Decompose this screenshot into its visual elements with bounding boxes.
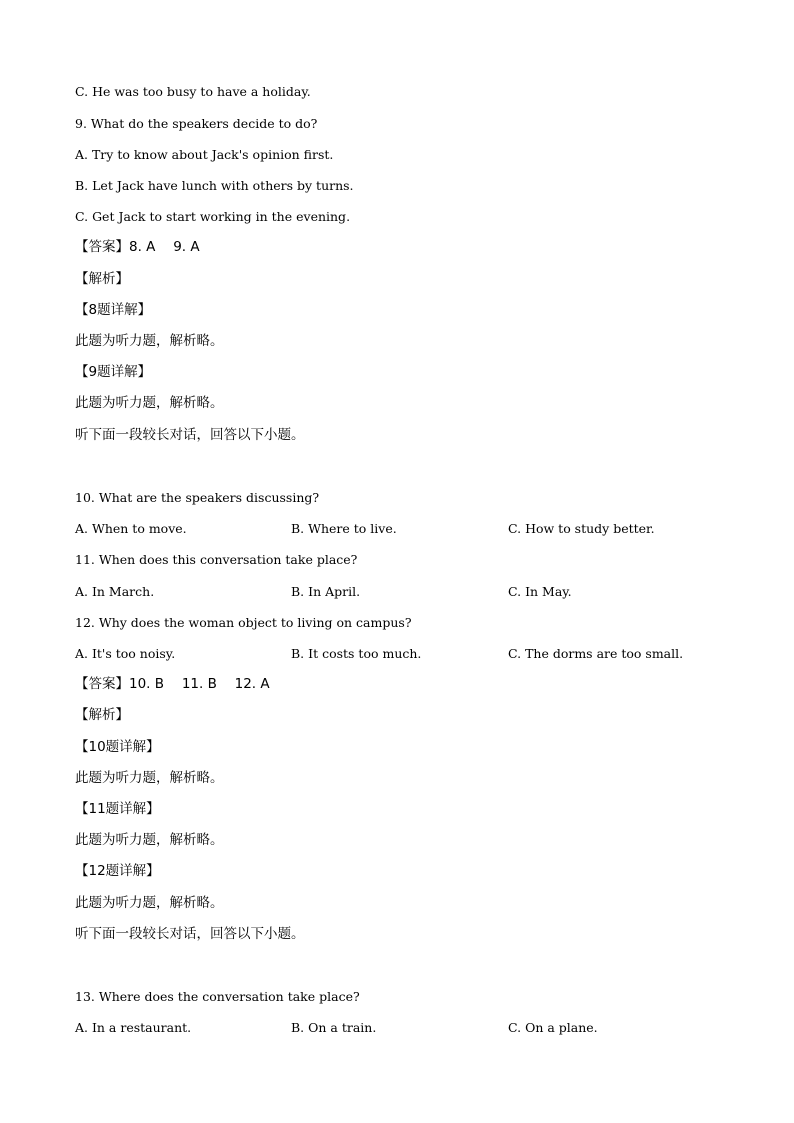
question-11-option-b: B. In April.	[291, 584, 361, 599]
question-8-option-c: C. He was too busy to have a holiday.	[75, 84, 311, 99]
detail-11-note: 此题为听力题，解析略。	[75, 832, 224, 848]
detail-10-note: 此题为听力题，解析略。	[75, 770, 224, 786]
question-13: 13. Where does the conversation take place?	[75, 989, 360, 1004]
question-10-option-a: A. When to move.	[75, 521, 187, 536]
question-10-options	[75, 521, 755, 537]
detail-11-heading: 【11题详解】	[75, 801, 160, 817]
detail-12-note: 此题为听力题，解析略。	[75, 895, 224, 911]
detail-9-heading: 【9题详解】	[75, 364, 152, 380]
question-9-option-b: B. Let Jack have lunch with others by turns.	[75, 178, 354, 193]
detail-12-heading: 【12题详解】	[75, 863, 160, 879]
question-10: 10. What are the speakers discussing?	[75, 490, 320, 505]
question-10-option-b: B. Where to live.	[291, 521, 397, 536]
detail-8-note: 此题为听力题，解析略。	[75, 333, 224, 349]
detail-9-note: 此题为听力题，解析略。	[75, 395, 224, 411]
question-9: 9. What do the speakers decide to do?	[75, 116, 318, 131]
question-11-option-c: C. In May.	[508, 584, 572, 599]
question-10-option-c: C. How to study better.	[508, 521, 655, 536]
question-11-option-a: A. In March.	[75, 584, 155, 599]
question-13-option-b: B. On a train.	[291, 1020, 377, 1035]
question-12-option-c: C. The dorms are too small.	[508, 646, 684, 661]
question-9-option-a: A. Try to know about Jack's opinion first.	[75, 147, 334, 162]
listening-instruction-2: 听下面一段较长对话，回答以下小题。	[75, 926, 305, 942]
question-13-option-c: C. On a plane.	[508, 1020, 598, 1035]
question-11: 11. When does this conversation take place?	[75, 552, 358, 567]
detail-10-heading: 【10题详解】	[75, 739, 160, 755]
analysis-heading-1: 【解析】	[75, 271, 129, 287]
question-12-option-a: A. It's too noisy.	[75, 646, 176, 661]
question-12-options	[75, 646, 755, 662]
answer-8-9: 【答案】8. A 9. A	[75, 239, 200, 255]
question-9-option-c: C. Get Jack to start working in the evening.	[75, 209, 351, 224]
answer-10-12: 【答案】10. B 11. B 12. A	[75, 676, 270, 692]
question-11-options	[75, 584, 755, 600]
question-12: 12. Why does the woman object to living on campus?	[75, 615, 412, 630]
question-13-options	[75, 1020, 755, 1036]
analysis-heading-2: 【解析】	[75, 707, 129, 723]
question-12-option-b: B. It costs too much.	[291, 646, 422, 661]
listening-instruction-1: 听下面一段较长对话，回答以下小题。	[75, 427, 305, 443]
detail-8-heading: 【8题详解】	[75, 302, 152, 318]
question-13-option-a: A. In a restaurant.	[75, 1020, 192, 1035]
